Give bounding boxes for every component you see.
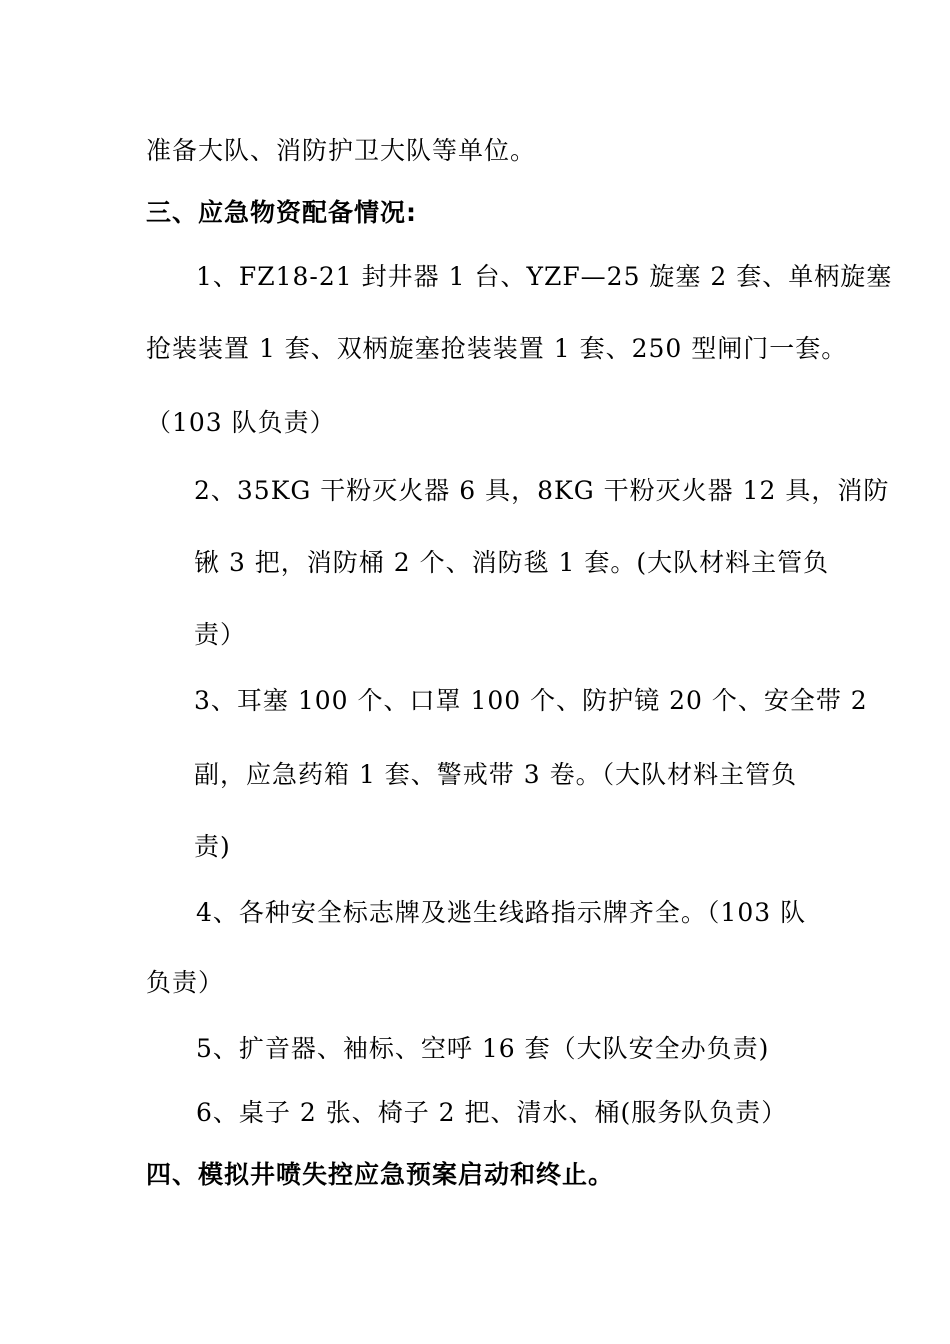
section-4-heading: 四、模拟井喷失控应急预案启动和终止。: [146, 1160, 615, 1189]
item-2-line-2: 锹 3 把，消防桶 2 个、消防毯 1 套。(大队材料主管负: [194, 548, 830, 577]
item-2-line-1: 2、35KG 干粉灭火器 6 具，8KG 干粉灭火器 12 具，消防: [194, 476, 890, 505]
item-3-line-2: 副，应急药箱 1 套、警戒带 3 卷。（大队材料主管负: [194, 760, 798, 789]
item-1-line-1: 1、FZ18-21 封井器 1 台、YZF—25 旋塞 2 套、单柄旋塞: [196, 262, 893, 291]
item-3-line-1: 3、耳塞 100 个、口罩 100 个、防护镜 20 个、安全带 2: [194, 686, 868, 715]
item-4-line-2: 负责）: [146, 968, 225, 997]
item-1-line-3: （103 队负责）: [146, 408, 336, 437]
item-1-line-2: 抢装装置 1 套、双柄旋塞抢装装置 1 套、250 型闸门一套。: [146, 334, 848, 363]
item-2-line-3: 责）: [194, 620, 247, 649]
item-6-line-1: 6、桌子 2 张、椅子 2 把、清水、桶(服务队负责）: [196, 1098, 788, 1127]
item-4-line-1: 4、各种安全标志牌及逃生线路指示牌齐全。（103 队: [196, 898, 807, 927]
intro-line: 准备大队、消防护卫大队等单位。: [146, 136, 537, 165]
item-5-line-1: 5、扩音器、袖标、空呼 16 套（大队安全办负责): [196, 1034, 770, 1063]
section-3-heading: 三、应急物资配备情况:: [146, 198, 417, 227]
item-3-line-3: 责): [194, 832, 231, 861]
